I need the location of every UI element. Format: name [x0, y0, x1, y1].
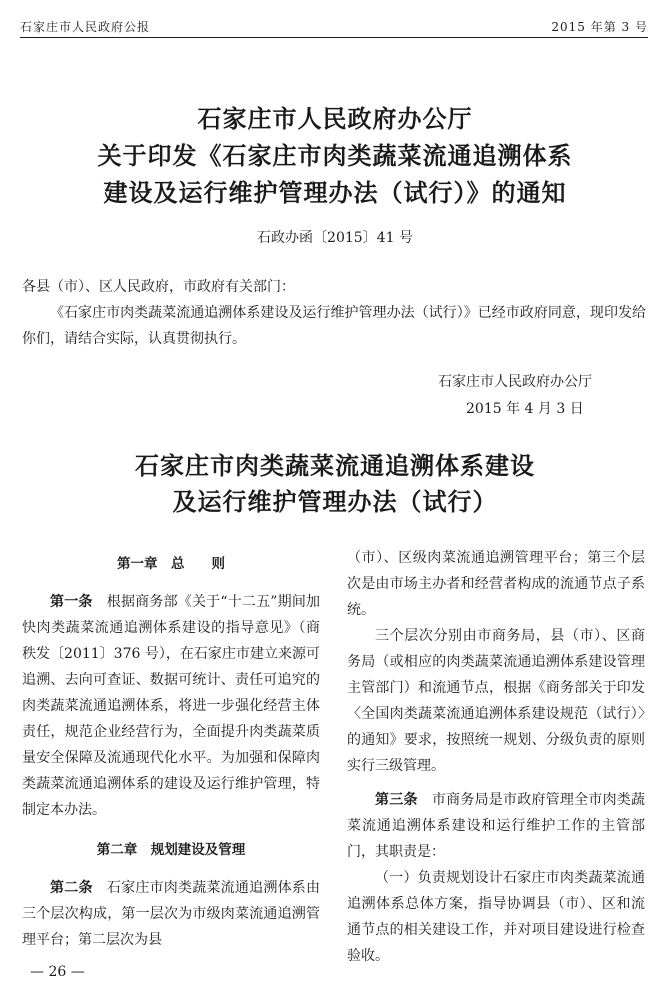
article-2-paragraph: 三个层次分别由市商务局，县（市）、区商务局（或相应的肉类蔬菜流通追溯体系建设管理主管部门）和流通节点，根据《商务部关于印发〈全国肉类蔬菜流通追溯体系建设规范（试行）〉的通知》要求，按照统一规划、分级负责的原则实行三级管理。: [347, 628, 645, 774]
measures-title-line: 及运行维护管理办法（试行）: [172, 487, 498, 516]
measures-title: [0, 448, 670, 520]
article-label: 第三条: [375, 792, 418, 808]
publication-name: 石家庄市人民政府公报: [20, 20, 151, 34]
article-label: 第一条: [50, 594, 93, 610]
chapter-heading: 第二章 规划建设及管理: [96, 842, 246, 858]
notice-body: 《石家庄市肉类蔬菜流通追溯体系建设及运行维护管理办法（试行）》已经市政府同意，现印发给你们，请结合实际，认真贯彻执行。: [22, 305, 646, 347]
article-1: [22, 589, 320, 823]
notice-title-line: 关于印发《石家庄市肉类蔬菜流通追溯体系: [97, 141, 573, 170]
article-3: [347, 787, 645, 865]
article-label: 第二条: [50, 880, 93, 896]
article-text: 石家庄市肉类蔬菜流通追溯体系由三个层次构成，第一层次为市级肉菜流通追溯管理平台；第二层次为县: [22, 880, 321, 948]
running-header: [20, 14, 648, 38]
chapter-heading: 第一章 总 则: [117, 556, 225, 572]
notice-title-line: 石家庄市人民政府办公厅: [197, 104, 473, 133]
article-3-item-1: （一）负责规划设计石家庄市肉类蔬菜流通追溯体系总体方案，指导协调县（市）、区和流通节点的相关建设工作，并对项目建设进行检查验收。: [347, 870, 645, 964]
article-text: 市商务局是市政府管理全市肉类蔬菜流通追溯体系建设和运行维护工作的主管部门，其职责是：: [347, 792, 646, 860]
page-number: — 26 —: [30, 964, 85, 980]
article-2: [22, 875, 320, 953]
notice-title: [0, 100, 670, 211]
left-column: [22, 545, 320, 953]
issuer-signature: 石家庄市人民政府办公厅: [438, 374, 592, 390]
document-number: 石政办函〔2015〕41 号: [257, 230, 413, 246]
right-column: [347, 545, 645, 969]
issue-date: 2015 年 4 月 3 日: [466, 401, 584, 417]
notice-title-line: 建设及运行维护管理办法（试行）》的通知: [103, 178, 567, 207]
salutation: 各县（市）、区人民政府，市政府有关部门：: [22, 279, 295, 295]
measures-title-line: 石家庄市肉类蔬菜流通追溯体系建设: [135, 451, 535, 480]
article-2-continued: （市）、区级肉菜流通追溯管理平台；第三个层次是由市场主办者和经营者构成的流通节点子系统。: [347, 550, 645, 618]
article-text: 根据商务部《关于“十二五”期间加快肉类蔬菜流通追溯体系建设的指导意见》（商秩发〔2011〕376 号），在石家庄市建立来源可追溯、去向可查证、数据可统计、责任可追究的肉类蔬菜流通追溯体系，将进一步强化经营主体责任，规范企业经营行为，全面提升肉类蔬菜质量安全保障及流通现代化水平。为加强和保障肉类蔬菜流通追溯体系的建设及运行维护管理，特制定本办法。: [22, 594, 321, 818]
issue-number: 2015 年第 3 号: [551, 20, 648, 34]
